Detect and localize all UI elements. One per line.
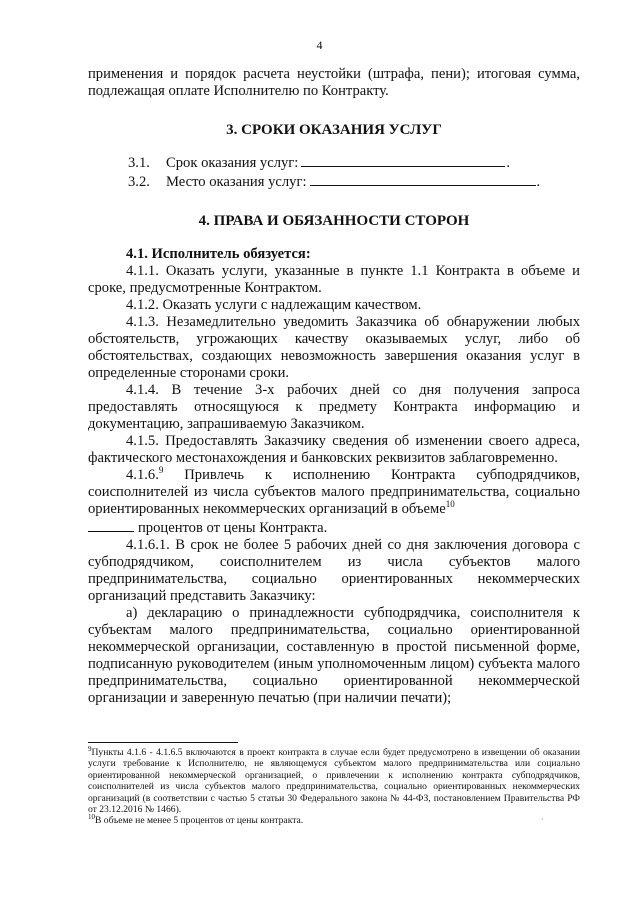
scan-mark: · <box>541 815 544 824</box>
term-item-number: 3.1. <box>128 155 150 171</box>
clause-4-1-6 <box>88 467 580 537</box>
footnote-9 <box>88 744 580 816</box>
footnotes <box>88 742 580 827</box>
term-item-label: Место оказания услуг: <box>166 174 307 190</box>
footnote-text: В объеме не менее 5 процентов от цены контракта. <box>95 815 304 827</box>
footnote-number: 10 <box>88 813 95 822</box>
section-3-title: 3. СРОКИ ОКАЗАНИЯ УСЛУГ <box>226 122 442 138</box>
clause-4-1-2: 4.1.2. Оказать услуги с надлежащим качеством. <box>126 297 422 313</box>
subsection-4-1-title: 4.1. Исполнитель обязуется: <box>126 246 311 262</box>
blank-field[interactable] <box>310 172 536 186</box>
footnote-divider <box>88 742 238 743</box>
term-item-3-1 <box>128 153 580 172</box>
intro-line-2: подлежащая оплате Исполнителю по Контракту. <box>88 83 389 99</box>
blank-field[interactable] <box>88 518 134 532</box>
term-item-3-2 <box>128 172 580 191</box>
clause-tail: процентов от цены Контракта. <box>138 520 328 536</box>
term-item-end: . <box>506 155 510 171</box>
footnote-number: 9 <box>88 744 92 753</box>
term-item-end: . <box>536 174 541 190</box>
footnote-10 <box>88 815 580 826</box>
clause-4-1-3: 4.1.3. Незамедлительно уведомить Заказчика об обнаружении любых обстоятельств, угрожающих качеству оказываемых услуг, либо об обстоятельствах, создающих невозможность завершения оказания услуг в определенные сторонами сроки. <box>88 314 580 381</box>
clause-4-1-6-1: 4.1.6.1. В срок не более 5 рабочих дней со дня заключения договора с субподрядчиком, соисполнителем из числа субъектов малого предпринимательства, социально ориентированных некоммерческих организаций представить Заказчику: <box>88 537 580 604</box>
footnote-ref: 9 <box>158 465 164 476</box>
section-4-title: 4. ПРАВА И ОБЯЗАННОСТИ СТОРОН <box>198 213 470 229</box>
clause-number: 4.1.6. <box>126 467 159 483</box>
clause-4-1-4: 4.1.4. В течение 3-х рабочих дней со дня получения запроса предоставлять относящуюся к предмету Контракта информацию и документацию, запрашиваемую Заказчиком. <box>88 382 580 432</box>
footnote-text: Пункты 4.1.6 - 4.1.6.5 включаются в проект контракта в случае если будет предусмотрено в извещении об оказании услуги требование к Исполнителю, не являющемуся субъектом малого предпринимательства или социально ориентированной некоммерческой организацией, о привлечении к исполнению контракта субподрядчиков, соисполнителей из числа субъектов малого предпринимательства, социально ориентированных некоммерческих организаций (в соответствии с частью 5 статьи 30 Федерального закона № 44-ФЗ, постановлением Правительства РФ от 23.12.2016 № 1466). <box>88 747 580 816</box>
clause-4-1-1: 4.1.1. Оказать услуги, указанные в пункте 1.1 Контракта в объеме и сроке, предусмотренные Контрактом. <box>88 263 580 296</box>
intro-line-1: применения и порядок расчета неустойки (штрафа, пени); итоговая сумма, <box>88 66 580 82</box>
term-item-number: 3.2. <box>128 174 150 190</box>
footnote-ref: 10 <box>445 499 455 510</box>
blank-field[interactable] <box>301 153 505 167</box>
page-number: 4 <box>316 38 323 52</box>
term-item-label: Срок оказания услуг: <box>166 155 299 171</box>
clause-a: а) декларацию о принадлежности субподрядчика, соисполнителя к субъектам малого предпринимательства, социально ориентированной некоммерческой организации, составленную в простой письменной форме, подписанную руководителем (иным уполномоченным лицом) субъекта малого предпринимательства, социально ориентированной некоммерческой организации и заверенную печатью (при наличии печати); <box>88 605 580 706</box>
clause-text: Привлечь к исполнению Контракта субподрядчиков, соисполнителей из числа субъектов малого предпринимательства, социально ориентированных некоммерческих организаций в объеме <box>88 467 580 517</box>
document-body <box>88 66 580 707</box>
clause-4-1-5: 4.1.5. Предоставлять Заказчику сведения об изменении своего адреса, фактического местонахождения и банковских реквизитов заблаговременно. <box>88 433 580 466</box>
